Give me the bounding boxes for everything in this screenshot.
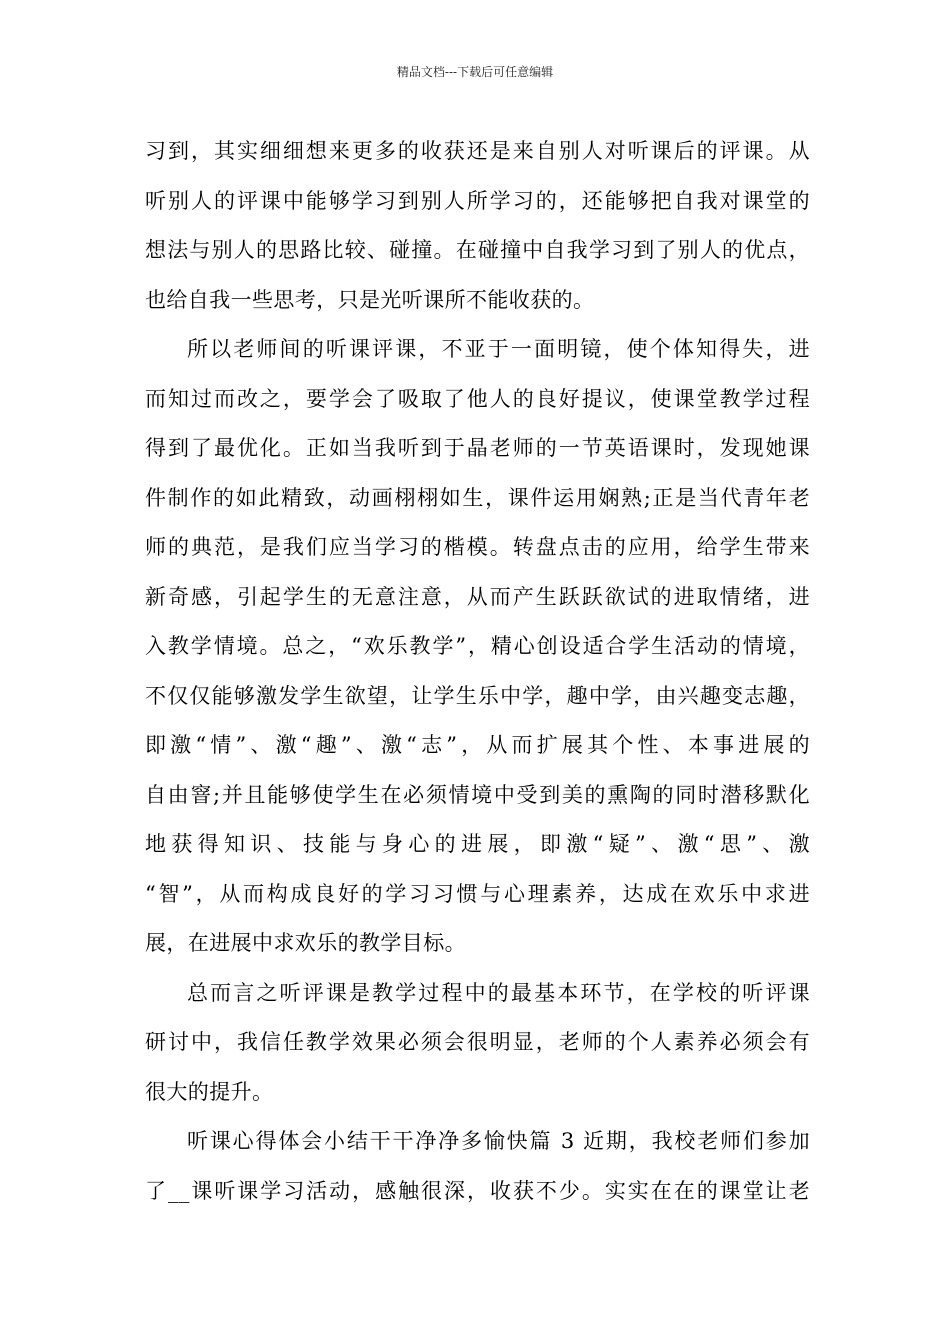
text-line: 师的典范，是我们应当学习的楷模。转盘点击的应用，给学生带来 [145,535,810,559]
text-line: 想法与别人的思路比较、碰撞。在碰撞中自我学习到了别人的优点， [145,238,810,262]
text-line: 自由窨;并且能够使学生在必须情境中受到美的熏陶的同时潜移默化 [145,782,810,807]
text-line: 即激“情”、激“趣”、激“志”，从而扩展其个性、本事进展的 [145,733,810,757]
text-line: “智”，从而构成良好的学习习惯与心理素养，达成在欢乐中求进 [145,881,810,906]
text-line: 也给自我一些思考，只是光听课所不能收获的。 [145,287,595,312]
text-line: 件制作的如此精致，动画栩栩如生，课件运用娴熟;正是当代青年老 [145,485,810,510]
paragraph-first-line: 所以老师间的听课评课，不亚于一面明镜，使个体知得失，进 [187,337,810,361]
text-line: 得到了最优化。正如当我听到于晶老师的一节英语课时，发现她课 [145,436,810,460]
text-line: 不仅仅能够激发学生欲望，让学生乐中学，趣中学，由兴趣变志趣， [145,683,810,708]
text-line: 地获得知识、技能与身心的进展，即激“疑”、激“思”、激 [145,832,810,856]
page-header: 精品文档---下载后可任意编辑 [396,65,554,79]
text-line: 了__课听课学习活动，感触很深，收获不少。实实在在的课堂让老 [145,1178,810,1203]
paragraph-first-line: 听课心得体会小结干干净净多愉快篇 3 近期，我校老师们参加 [187,1129,810,1153]
text-line: 习到，其实细细想来更多的收获还是来自别人对听课后的评课。从 [145,139,810,163]
text-line: 研讨中，我信任教学效果必须会很明显，老师的个人素养必须会有 [145,1030,810,1054]
text-line: 入教学情境。总之，“欢乐教学”，精心创设适合学生活动的情境， [145,634,810,658]
text-line: 展，在进展中求欢乐的教学目标。 [145,931,466,955]
text-line: 听别人的评课中能够学习到别人所学习的，还能够把自我对课堂的 [145,188,810,213]
paragraph-first-line: 总而言之听评课是教学过程中的最基本环节，在学校的听评课 [187,980,810,1005]
text-line: 很大的提升。 [145,1079,274,1104]
document-body [145,127,810,1216]
text-line: 新奇感，引起学生的无意注意，从而产生跃跃欲试的进取情绪，进 [145,584,810,609]
text-line: 而知过而改之，要学会了吸取了他人的良好提议，使课堂教学过程 [145,386,810,411]
